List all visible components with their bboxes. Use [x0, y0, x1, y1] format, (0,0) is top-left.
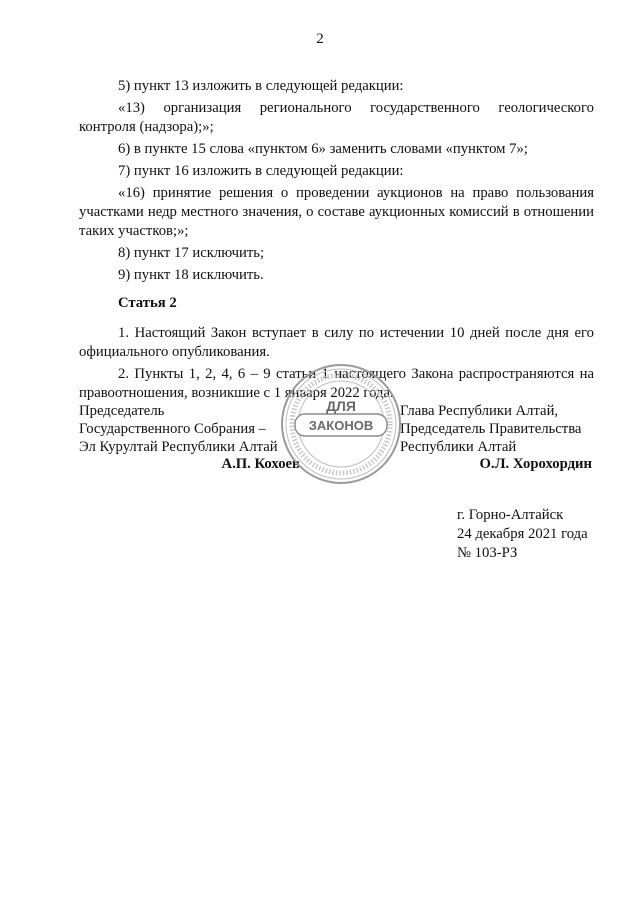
signatory-title: Республики Алтай	[400, 439, 517, 455]
page-number: 2	[316, 31, 324, 47]
signatory-title: Государственного Собрания –	[79, 421, 266, 437]
stamp-word: ДЛЯ	[326, 398, 356, 414]
article-heading: Статья 2	[118, 295, 177, 311]
stamp-word: ЗАКОНОВ	[308, 418, 374, 433]
list-item: 8) пункт 17 исключить;	[118, 245, 265, 261]
signatory-name-right: О.Л. Хорохордин	[479, 456, 592, 472]
date: 24 декабря 2021 года	[457, 526, 588, 542]
signatory-title: Председатель Правительства	[400, 421, 582, 437]
signatory-name-left: А.П. Кохоев	[221, 456, 300, 472]
place-date-block	[457, 506, 617, 563]
list-item: «13) организация регионального государственного геологического контроля (надзора);»;	[79, 100, 594, 135]
article-item: 1. Настоящий Закон вступает в силу по истечении 10 дней после дня его официального опубликования.	[79, 325, 594, 360]
document-body	[79, 77, 594, 406]
article-item: 2. Пункты 1, 2, 4, 6 – 9 статьи 1 настоящего Закона распространяются на правоотношения, возникшие с 1 января 2022 года.	[79, 366, 594, 401]
list-item: 6) в пункте 15 слова «пунктом 6» заменить словами «пунктом 7»;	[118, 141, 528, 157]
list-item: 5) пункт 13 изложить в следующей редакции:	[118, 78, 404, 94]
seal-stamp	[279, 362, 403, 486]
list-item: 7) пункт 16 изложить в следующей редакции:	[118, 163, 404, 179]
signatory-title: Глава Республики Алтай,	[400, 403, 559, 419]
list-item: 9) пункт 18 исключить.	[118, 267, 264, 283]
place: г. Горно-Алтайск	[457, 507, 564, 523]
signatory-title: Эл Курултай Республики Алтай	[79, 439, 278, 455]
signature-block-left	[79, 402, 299, 456]
list-item: «16) принятие решения о проведении аукционов на право пользования участками недр местного значения, о составе аукционных комиссий в отношении таких участков;»;	[79, 185, 594, 239]
signature-block-right	[400, 402, 600, 456]
law-number: № 103-РЗ	[457, 545, 518, 561]
signatory-title: Председатель	[79, 403, 165, 419]
